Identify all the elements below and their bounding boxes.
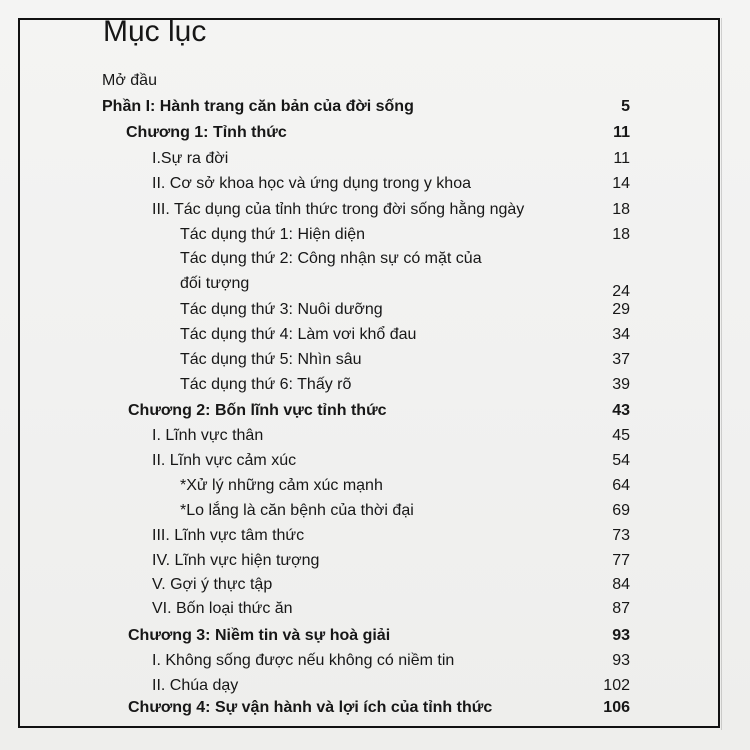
entry-page: 77 [612,552,630,569]
toc-entry [0,275,750,299]
entry-label: Chương 1: Tỉnh thức [126,124,287,141]
entry-label: Tác dụng thứ 6: Thấy rõ [180,376,352,393]
entry-page: 93 [612,652,630,669]
entry-label: III. Tác dụng của tỉnh thức trong đời sống hằng ngày [152,201,525,218]
entry-label: Phần I: Hành trang căn bản của đời sống [102,98,414,115]
entry-page: 45 [612,427,630,444]
entry-label: Mở đầu [102,72,157,89]
entry-label: II. Cơ sở khoa học và ứng dụng trong y khoa [152,175,471,192]
toc-entry [0,201,750,225]
entry-page: 39 [612,376,630,393]
entry-label: V. Gợi ý thực tập [152,576,273,593]
toc-entry [0,124,750,148]
entry-page: 87 [612,600,630,617]
entry-label: *Xử lý những cảm xúc mạnh [180,477,383,494]
entry-page: 93 [612,627,630,644]
entry-label: Chương 3: Niềm tin và sự hoà giải [128,627,391,644]
toc-entry [0,452,750,476]
toc-entry [0,326,750,350]
entry-label: *Lo lắng là căn bệnh của thời đại [180,502,414,519]
toc-entry [0,250,750,274]
entry-label: Tác dụng thứ 4: Làm vơi khổ đau [180,326,417,343]
toc-entry [0,576,750,600]
entry-page: 37 [612,351,630,368]
entry-page: 69 [612,502,630,519]
entry-label: I. Không sống được nếu không có niềm tin [152,652,455,669]
entry-page: 24 [612,283,630,300]
entry-label: Chương 2: Bốn lĩnh vực tỉnh thức [128,402,387,419]
toc-entry [0,351,750,375]
entry-page: 54 [612,452,630,469]
entry-label: Tác dụng thứ 2: Công nhận sự có mặt của [180,250,482,267]
entry-page: 29 [612,301,630,318]
entry-page: 84 [612,576,630,593]
toc-entry [0,226,750,250]
toc-entry [0,402,750,426]
toc-entry [0,677,750,701]
entry-page: 11 [613,150,630,167]
entry-label: Tác dụng thứ 1: Hiện diện [180,226,366,243]
entry-page: 73 [612,527,630,544]
entry-label: II. Chúa dạy [152,677,239,694]
toc-entry [0,477,750,501]
toc-entry [0,72,750,96]
entry-label: IV. Lĩnh vực hiện tượng [152,552,320,569]
toc-entry [0,527,750,551]
entry-label: Tác dụng thứ 5: Nhìn sâu [180,351,362,368]
toc-entry [0,699,750,723]
entry-label: I. Lĩnh vực thân [152,427,264,444]
entry-page: 102 [603,677,630,694]
toc-entry [0,301,750,325]
entry-page: 64 [612,477,630,494]
entry-label: Chương 4: Sự vận hành và lợi ích của tỉnh thức [128,699,493,716]
toc-entry [0,502,750,526]
toc-entry [0,98,750,122]
entry-page: 11 [613,124,630,141]
entry-label: đối tượng [180,275,250,292]
entry-label: III. Lĩnh vực tâm thức [152,527,305,544]
toc-title: Mục lục [103,15,207,48]
entry-page: 34 [612,326,630,343]
toc-entry [0,427,750,451]
entry-page: 18 [612,226,630,243]
entry-page: 18 [612,201,630,218]
toc-entry [0,175,750,199]
entry-page: 5 [621,98,630,115]
entry-label: VI. Bốn loại thức ăn [152,600,293,617]
toc-entry [0,150,750,174]
toc-entry [0,600,750,624]
entry-label: II. Lĩnh vực cảm xúc [152,452,297,469]
entry-page: 106 [603,699,630,716]
entry-label: I.Sự ra đời [152,150,229,167]
toc-entry [0,376,750,400]
entry-page: 43 [612,402,630,419]
entry-label: Tác dụng thứ 3: Nuôi dưỡng [180,301,383,318]
toc-entry [0,627,750,651]
toc-entry [0,552,750,576]
entry-page: 14 [612,175,630,192]
toc-entry [0,652,750,676]
